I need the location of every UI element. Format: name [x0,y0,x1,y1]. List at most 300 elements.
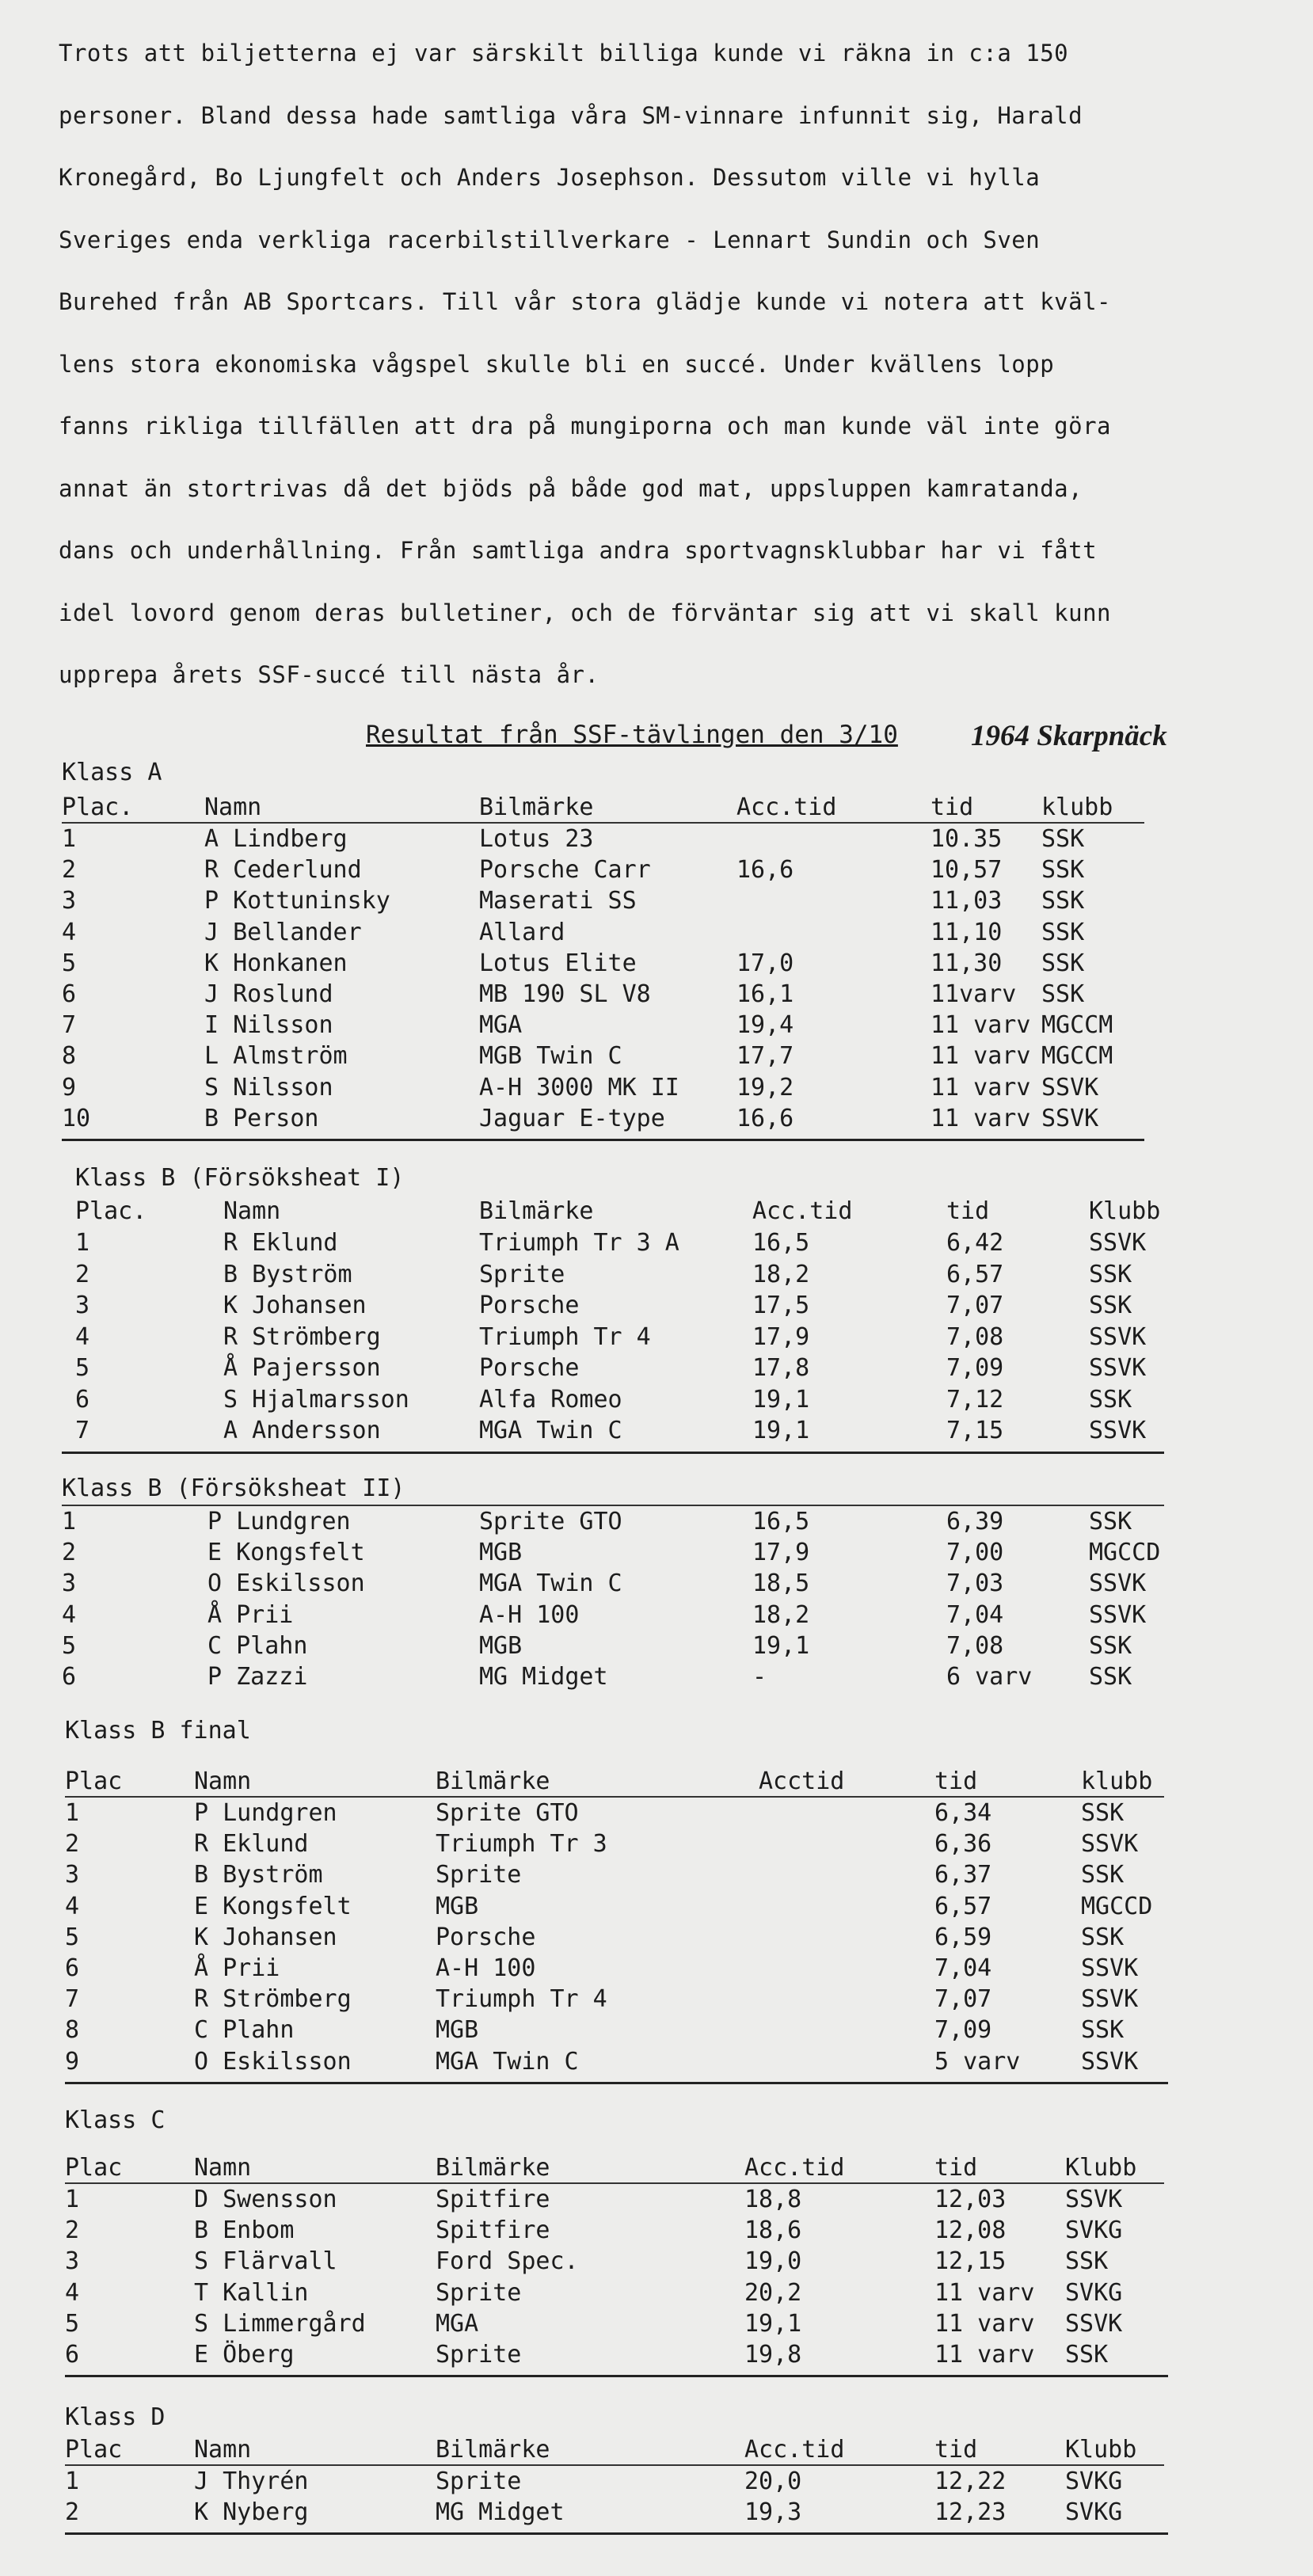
table-row-bilmarke: MGB [479,1632,523,1660]
table-row-namn: C Plahn [194,2016,295,2044]
table-row-namn: K Johansen [194,1923,337,1951]
table-row [0,1010,1313,1041]
table-row-tid: 11,03 [931,887,1003,915]
table-header [0,1766,1313,1798]
table-row-namn: P Lundgren [194,1799,337,1827]
table-row-bilmarke: Sprite GTO [479,1508,622,1535]
table-row-acc-tid: 18,2 [752,1601,810,1629]
table-row-klubb: SSVK [1089,1601,1147,1629]
table-row-plac: 4 [62,1601,77,1629]
table-row-namn: J Roslund [204,980,333,1008]
table-row-namn: D Swensson [194,2186,337,2213]
table-row [0,2184,1313,2216]
table-row-acc-tid: 19,0 [744,2247,802,2275]
intro-line: Sveriges enda verkliga racerbilstillverkare - Lennart Sundin och Sven [59,226,1041,253]
table-row-tid: 7,09 [946,1354,1004,1382]
table-header [0,2434,1313,2466]
table-row-klubb: SSK [1089,1386,1132,1414]
table-row-bilmarke: MB 190 SL V8 [479,980,651,1008]
table-header-bilmarke: Bilmärke [479,793,594,821]
table-row-plac: 6 [65,1954,80,1982]
intro-line: Kronegård, Bo Ljungfelt och Anders Josephson. Dessutom ville vi hylla [59,164,1041,191]
table-row-klubb: SVKG [1065,2216,1123,2244]
table-row-klubb: SSVK [1089,1323,1147,1351]
table-row-tid: 11varv [931,980,1017,1008]
section-rule [65,2532,1168,2535]
table-row-namn: K Honkanen [204,949,348,977]
table-row-acc-tid: 18,8 [744,2186,802,2213]
intro-line: idel lovord genom deras bulletiner, och de förväntar sig att vi skall kunn [59,599,1112,626]
table-row-plac: 2 [65,2498,80,2526]
table-row-tid: 7,15 [946,1417,1004,1444]
table-row-plac: 4 [65,2279,80,2307]
table-row-tid: 6,37 [934,1861,992,1889]
table-row-plac: 3 [65,1861,80,1889]
table-row-tid: 7,07 [946,1292,1004,1319]
table-header [0,792,1313,824]
table-row-klubb: SSK [1089,1261,1132,1288]
table-row-plac: 5 [65,2310,80,2338]
table-row-klubb: SSK [1041,887,1085,915]
table-row-acc-tid: 19,1 [744,2310,802,2338]
table-header [0,1196,1313,1227]
table-row-plac: 2 [75,1261,90,1288]
results-title: Resultat från SSF-tävlingen den 3/10 [366,721,898,749]
table-row-plac: 2 [65,1830,80,1858]
table-row-bilmarke: MGA [479,1011,523,1039]
table-row [0,2015,1313,2046]
table-row-namn: Å Pajersson [223,1354,381,1382]
table-row-klubb: SVKG [1065,2279,1123,2307]
table-row-klubb: SSK [1081,2016,1125,2044]
table-row-plac: 4 [65,1893,80,1920]
table-row-klubb: SSK [1065,2247,1109,2275]
table-row-bilmarke: Sprite [436,2341,522,2369]
table-row-bilmarke: A-H 100 [479,1601,580,1629]
table-header-tid: tid [946,1197,990,1225]
table-row [0,1227,1313,1259]
table-row-klubb: SSK [1089,1508,1132,1535]
table-row-namn: O Eskilsson [194,2048,352,2076]
table-row-bilmarke: Lotus 23 [479,825,594,853]
table-row-klubb: SSK [1081,1923,1125,1951]
table-row-tid: 11 varv [931,1074,1031,1102]
table-row-plac: 1 [75,1229,90,1257]
table-row-bilmarke: MG Midget [479,1663,608,1691]
table-row-acc-tid: 17,9 [752,1323,810,1351]
table-row-klubb: SSVK [1089,1570,1147,1597]
table-row-namn: Å Prii [194,1954,280,1982]
table-row-plac: 9 [65,2048,80,2076]
table-row-plac: 2 [65,2216,80,2244]
table-row-klubb: SSVK [1041,1105,1099,1132]
table-row-bilmarke: Allard [479,919,565,946]
table-row-tid: 12,03 [934,2186,1007,2213]
table-header-klubb: Klubb [1089,1197,1161,1225]
table-row-tid: 7,00 [946,1539,1004,1566]
table-row-klubb: MGCCD [1089,1539,1161,1566]
intro-line: lens stora ekonomiska vågspel skulle bli en succé. Under kvällens lopp [59,350,1055,378]
table-row-namn: B Person [204,1105,319,1132]
table-row-bilmarke: MGB Twin C [479,1042,622,1070]
table-header-plac: Plac [65,2436,123,2464]
table-header-plac: Plac [65,2154,123,2182]
table-row-plac: 4 [62,919,77,946]
table-row-plac: 5 [65,1923,80,1951]
table-row-tid: 12,08 [934,2216,1007,2244]
table-row-namn: R Cederlund [204,856,362,884]
table-row-klubb: SSVK [1041,1074,1099,1102]
table-row [0,1290,1313,1322]
intro-line: Burehed från AB Sportcars. Till vår stora glädje kunde vi notera att kväl- [59,288,1112,315]
table-row-tid: 5 varv [934,2048,1021,2076]
table-row-namn: B Byström [223,1261,352,1288]
table-row-namn: J Thyrén [194,2468,309,2495]
table-row-plac: 5 [75,1354,90,1382]
table-row-plac: 1 [65,1799,80,1827]
intro-line: Trots att biljetterna ej var särskilt billiga kunde vi räkna in c:a 150 [59,40,1069,67]
table-row-plac: 1 [65,2468,80,2495]
table-row-bilmarke: Spitfire [436,2216,550,2244]
table-row-acc-tid: 16,1 [736,980,794,1008]
table-row-acc-tid: 20,0 [744,2468,802,2495]
table-row-plac: 6 [62,980,77,1008]
table-row-tid: 6,57 [934,1893,992,1920]
table-row-klubb: SSK [1089,1663,1132,1691]
table-header-plac: Plac [65,1767,123,1795]
table-row-plac: 9 [62,1074,77,1102]
table-row-bilmarke: Triumph Tr 4 [479,1323,651,1351]
table-row-bilmarke: Spitfire [436,2186,550,2213]
table-row-tid: 11,10 [931,919,1003,946]
table-header-tid: tid [931,793,974,821]
table-row-bilmarke: Porsche Carr [479,856,651,884]
table-header-namn: Namn [194,1767,252,1795]
table-row-tid: 7,04 [946,1601,1004,1629]
table-row-plac: 4 [75,1323,90,1351]
table-row-plac: 5 [62,1632,77,1660]
table-row-klubb: SSVK [1089,1417,1147,1444]
table-header-bilmarke: Bilmärke [436,1767,550,1795]
table-row [0,1600,1313,1631]
table-row-tid: 11,30 [931,949,1003,977]
table-row-tid: 10,57 [931,856,1003,884]
table-row-bilmarke: MGA Twin C [479,1570,622,1597]
table-row-bilmarke: Triumph Tr 4 [436,1985,607,2013]
table-header-acc-tid: Acc.tid [744,2436,845,2464]
table-row [0,1353,1313,1384]
table-row-bilmarke: Ford Spec. [436,2247,579,2275]
table-row-acc-tid: - [752,1663,767,1691]
table-row-namn: O Eskilsson [207,1570,365,1597]
table-row-tid: 6,36 [934,1830,992,1858]
table-row-namn: R Eklund [194,1830,309,1858]
table-row [0,1384,1313,1416]
table-row-tid: 7,03 [946,1570,1004,1597]
handwritten-note: 1964 Skarpnäck [971,720,1167,752]
table-row-namn: P Zazzi [207,1663,308,1691]
table-row-bilmarke: Sprite GTO [436,1799,579,1827]
table-row-klubb: MGCCD [1081,1893,1153,1920]
table-row-bilmarke: MGA [436,2310,479,2338]
table-row-acc-tid: 16,6 [736,856,794,884]
table-row-klubb: SSVK [1089,1229,1147,1257]
table-header-klubb: klubb [1041,793,1113,821]
table-row-tid: 11 varv [934,2341,1035,2369]
table-row-bilmarke: Sprite [436,2468,522,2495]
table-row [0,1953,1313,1984]
table-row-namn: R Strömberg [223,1323,381,1351]
table-row-bilmarke: MGB [436,2016,479,2044]
table-row-acc-tid: 19,3 [744,2498,802,2526]
table-row-bilmarke: MGA Twin C [436,2048,579,2076]
table-row-tid: 6,34 [934,1799,992,1827]
table-row-namn: T Kallin [194,2279,309,2307]
section-title: Klass A [62,759,162,786]
table-row [0,1661,1313,1693]
table-row-bilmarke: Alfa Romeo [479,1386,622,1414]
table-row [0,1859,1313,1891]
table-row-namn: S Limmergård [194,2310,366,2338]
table-row-plac: 6 [65,2341,80,2369]
table-row [0,1103,1313,1135]
table-row-namn: R Strömberg [194,1985,352,2013]
table-row-tid: 6,59 [934,1923,992,1951]
table-row-plac: 3 [62,1570,77,1597]
table-header-tid: tid [934,1767,978,1795]
table-row [0,979,1313,1010]
table-row-namn: A Lindberg [204,825,348,853]
table-row-plac: 6 [62,1663,77,1691]
table-row-klubb: SSK [1041,980,1085,1008]
section-rule [62,1452,1164,1454]
table-row-bilmarke: Triumph Tr 3 A [479,1229,679,1257]
table-row-acc-tid: 19,2 [736,1074,794,1102]
intro-text [59,22,1262,706]
table-row-plac: 1 [65,2186,80,2213]
table-row-namn: L Almström [204,1042,348,1070]
table-row-acc-tid: 18,6 [744,2216,802,2244]
table-row-acc-tid: 19,1 [752,1632,810,1660]
table-row-tid: 7,07 [934,1985,992,2013]
table-row-namn: A Andersson [223,1417,381,1444]
table-row-klubb: SSVK [1081,1954,1139,1982]
table-row-namn: P Lundgren [207,1508,351,1535]
table-row-tid: 6,57 [946,1261,1004,1288]
table-row [0,2308,1313,2340]
table-row-tid: 11 varv [934,2310,1035,2338]
table-row-plac: 2 [62,1539,77,1566]
intro-line: annat än stortrivas då det bjöds på både god mat, uppsluppen kamratanda, [59,474,1083,502]
table-header-acc-tid: Acc.tid [736,793,837,821]
table-header-klubb: Klubb [1065,2436,1137,2464]
table-row [0,1322,1313,1353]
section-rule [65,2082,1168,2084]
table-row [0,2246,1313,2277]
table-row-namn: I Nilsson [204,1011,333,1039]
table-row-namn: R Eklund [223,1229,338,1257]
table-row [0,824,1313,855]
table-row-plac: 8 [62,1042,77,1070]
table-row [0,1041,1313,1072]
table-row-plac: 8 [65,2016,80,2044]
table-row [0,1072,1313,1104]
section-title: Klass B (Försökshеat I) [75,1164,405,1192]
table-row-plac: 7 [75,1417,90,1444]
table-row [0,2497,1313,2528]
table-row-acc-tid: 17,8 [752,1354,810,1382]
table-row-acc-tid: 16,5 [752,1508,810,1535]
table-row-acc-tid: 19,4 [736,1011,794,1039]
intro-line: upprepa årets SSF-succé till nästa år. [59,661,599,688]
table-row-acc-tid: 18,5 [752,1570,810,1597]
table-row-klubb: SSVK [1065,2310,1123,2338]
section-title: Klass C [65,2106,166,2134]
table-row-acc-tid: 18,2 [752,1261,810,1288]
table-row-tid: 7,08 [946,1632,1004,1660]
table-row-acc-tid: 17,7 [736,1042,794,1070]
table-row-klubb: SSK [1089,1632,1132,1660]
table-row-namn: J Bellander [204,919,362,946]
table-row [0,1506,1313,1538]
table-row-namn: P Kottuninsky [204,887,390,915]
table-header-plac: Plac. [75,1197,147,1225]
intro-line: fanns rikliga tillfällen att dra på mungiporna och man kunde väl inte göra [59,413,1112,439]
table-row-tid: 6,42 [946,1229,1004,1257]
table-row-bilmarke: A-H 3000 MK II [479,1074,679,1102]
table-row-namn: K Johansen [223,1292,367,1319]
table-row-acc-tid: 20,2 [744,2279,802,2307]
table-row [0,1922,1313,1954]
table-row-klubb: SSK [1065,2341,1109,2369]
table-row-klubb: SSK [1041,919,1085,946]
table-row [0,1984,1313,2015]
table-row-klubb: SSVK [1065,2186,1123,2213]
table-row-plac: 7 [62,1011,77,1039]
table-row [0,948,1313,980]
table-row [0,2466,1313,2498]
table-row-tid: 11 varv [934,2279,1035,2307]
table-row [0,917,1313,949]
table-row-klubb: SSVK [1081,1985,1139,2013]
table-row-tid: 6,39 [946,1508,1004,1535]
table-row-acc-tid: 19,8 [744,2341,802,2369]
table-row-klubb: SVKG [1065,2498,1123,2526]
table-row [0,2339,1313,2371]
table-row-klubb: SSK [1041,856,1085,884]
table-row-tid: 7,09 [934,2016,992,2044]
table-row-acc-tid: 17,9 [752,1539,810,1566]
table-row-namn: E Kongsfelt [207,1539,365,1566]
table-header-klubb: klubb [1081,1767,1153,1795]
section-rule [62,1139,1144,1141]
table-header-bilmarke: Bilmärke [436,2436,550,2464]
table-row-klubb: SSK [1089,1292,1132,1319]
table-header-acc-tid: Acctid [759,1767,845,1795]
table-row [0,1415,1313,1447]
table-row-tid: 12,22 [934,2468,1007,2495]
table-row-klubb: SSVK [1081,1830,1139,1858]
table-row-tid: 11 varv [931,1105,1031,1132]
table-header-namn: Namn [194,2154,252,2182]
table-header-tid: tid [934,2154,978,2182]
table-row [0,854,1313,886]
table-header-acc-tid: Acc.tid [752,1197,853,1225]
table-row-namn: S Nilsson [204,1074,333,1102]
table-row-tid: 12,15 [934,2247,1007,2275]
table-row-bilmarke: Lotus Elite [479,949,637,977]
table-row-namn: E Kongsfelt [194,1893,352,1920]
table-row-klubb: MGCCM [1041,1011,1113,1039]
table-row-namn: C Plahn [207,1632,308,1660]
intro-line: personer. Bland dessa hade samtliga våra SM-vinnare infunnit sig, Harald [59,101,1083,129]
table-header-bilmarke: Bilmärke [479,1197,594,1225]
table-row-plac: 5 [62,949,77,977]
table-row-bilmarke: Sprite [436,2279,522,2307]
table-row [0,1630,1313,1662]
section-rule [65,2375,1168,2377]
table-header-acc-tid: Acc.tid [744,2154,845,2182]
table-row-plac: 1 [62,1508,77,1535]
table-header-klubb: Klubb [1065,2154,1137,2182]
table-row-plac: 7 [65,1985,80,2013]
table-row [0,2277,1313,2309]
table-row-namn: B Byström [194,1861,323,1889]
table-row-plac: 6 [75,1386,90,1414]
section-title: Klass B (Försöksheat II) [62,1474,405,1502]
table-row-acc-tid: 16,6 [736,1105,794,1132]
table-row-klubb: SSVK [1089,1354,1147,1382]
table-row-klubb: SSVK [1081,2048,1139,2076]
table-row-plac: 3 [65,2247,80,2275]
table-header-tid: tid [934,2436,978,2464]
table-header [0,2152,1313,2184]
table-row-namn: Å Prii [207,1601,294,1629]
table-row [0,2215,1313,2247]
table-row-bilmarke: Sprite [479,1261,565,1288]
table-row-klubb: SSK [1081,1799,1125,1827]
table-header-namn: Namn [223,1197,281,1225]
table-row-plac: 2 [62,856,77,884]
intro-line: dans och underhållning. Från samtliga andra sportvagnsklubbar har vi fått [59,537,1098,564]
table-row-acc-tid: 17,0 [736,949,794,977]
table-row-bilmarke: Porsche [479,1354,580,1382]
table-row-tid: 7,04 [934,1954,992,1982]
table-row [0,2046,1313,2078]
section-title: Klass B final [65,1717,251,1745]
table-row-plac: 3 [75,1292,90,1319]
table-row-namn: S Flärvall [194,2247,337,2275]
table-row [0,1891,1313,1923]
table-row-klubb: SSK [1081,1861,1125,1889]
table-row-namn: E Öberg [194,2341,295,2369]
table-header-plac: Plac. [62,793,134,821]
table-row-bilmarke: Porsche [436,1923,536,1951]
table-row-plac: 3 [62,887,77,915]
table-row-bilmarke: Porsche [479,1292,580,1319]
table-row [0,1828,1313,1860]
table-row-tid: 7,08 [946,1323,1004,1351]
table-row-bilmarke: Triumph Tr 3 [436,1830,607,1858]
table-row-acc-tid: 19,1 [752,1386,810,1414]
table-row-tid: 11 varv [931,1011,1031,1039]
table-row-klubb: MGCCM [1041,1042,1113,1070]
table-row-tid: 7,12 [946,1386,1004,1414]
table-row-acc-tid: 17,5 [752,1292,810,1319]
table-row-bilmarke: Maserati SS [479,887,637,915]
table-header-namn: Namn [194,2436,252,2464]
table-row-bilmarke: MG Midget [436,2498,565,2526]
